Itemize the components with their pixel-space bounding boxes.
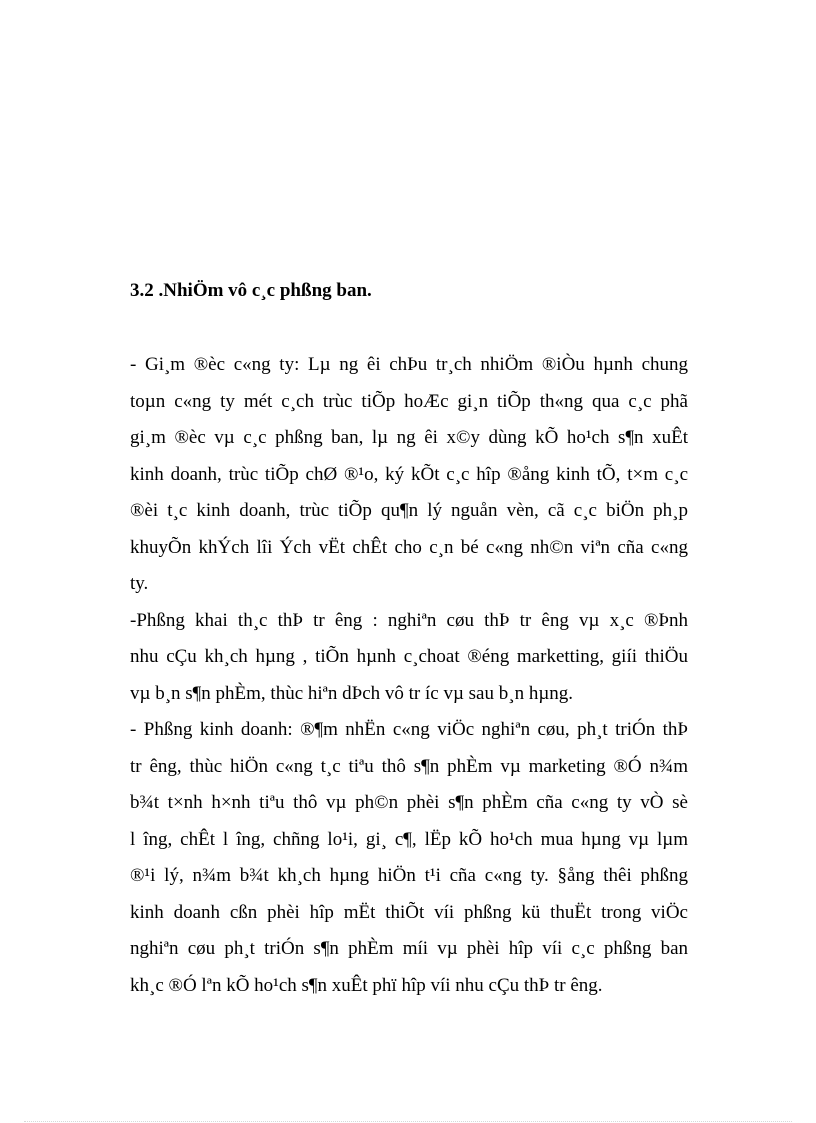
- text-line: gi¸m ®èc vµ c¸c phßng ban, lµ ng êi x©y dùng kÕ ho¹ch s¶n xuÊt: [130, 427, 688, 448]
- document-body: [130, 347, 688, 1004]
- text-line: toµn c«ng ty mét c¸ch trùc tiÕp hoÆc gi¸n tiÕp th«ng qua c¸c phã: [130, 390, 688, 412]
- paragraph-director: [130, 347, 688, 603]
- text-line: nghiªn cøu ph¸t triÓn s¶n phÈm míi vµ phèi hîp víi c¸c phßng ban: [130, 938, 688, 959]
- text-line: b¾t t×nh h×nh tiªu thô vµ ph©n phèi s¶n phÈm cña c«ng ty vÒ sè: [130, 792, 688, 813]
- paragraph-market-department: [130, 603, 688, 713]
- section-heading: 3.2 .NhiÖm vô c¸c phßng ban.: [130, 280, 372, 301]
- text-line: ®¹i lý, n¾m b¾t kh¸ch hµng hiÖn t¹i cña c«ng ty. §ång thêi phßng: [130, 865, 688, 886]
- text-line: vµ b¸n s¶n phÈm, thùc hiªn dÞch vô tr íc vµ sau b¸n hµng.: [130, 682, 574, 704]
- text-line: kh¸c ®Ó lªn kÕ ho¹ch s¶n xuÊt phï hîp víi nhu cÇu thÞ tr êng.: [130, 974, 603, 996]
- paragraph-business-department: [130, 712, 688, 1004]
- text-line: kinh doanh, trùc tiÕp chØ ®¹o, ký kÕt c¸c hîp ®ång kinh tÕ, t×m c¸c: [130, 463, 688, 485]
- page-bottom-divider: [24, 1121, 792, 1122]
- text-line: l îng, chÊt l îng, chñng lo¹i, gi¸ c¶, lËp kÕ ho¹ch mua hµng vµ lµm: [130, 828, 688, 850]
- text-line: kinh doanh cßn phèi hîp mËt thiÕt víi phßng kü thuËt trong viÖc: [130, 901, 688, 923]
- text-line: tr êng, thùc hiÖn c«ng t¸c tiªu thô s¶n phÈm vµ marketing ®Ó n¾m: [130, 755, 688, 777]
- text-line: - Gi¸m ®èc c«ng ty: Lµ ng êi chÞu tr¸ch nhiÖm ®iÒu hµnh chung: [130, 354, 688, 375]
- text-line: -Phßng khai th¸c thÞ tr êng : nghiªn cøu thÞ tr êng vµ x¸c ®Þnh: [130, 609, 688, 631]
- text-line: - Phßng kinh doanh: ®¶m nhËn c«ng viÖc nghiªn cøu, ph¸t triÓn thÞ: [130, 719, 688, 740]
- text-line: ®èi t¸c kinh doanh, trùc tiÕp qu¶n lý nguån vèn, cã c¸c biÖn ph¸p: [130, 500, 688, 521]
- text-line: ty.: [130, 573, 149, 594]
- text-line: khuyÕn khÝch lîi Ých vËt chÊt cho c¸n bé c«ng nh©n viªn cña c«ng: [130, 536, 688, 558]
- text-line: nhu cÇu kh¸ch hµng , tiÕn hµnh c¸choat ®éng marketting, giíi thiÖu: [130, 646, 688, 667]
